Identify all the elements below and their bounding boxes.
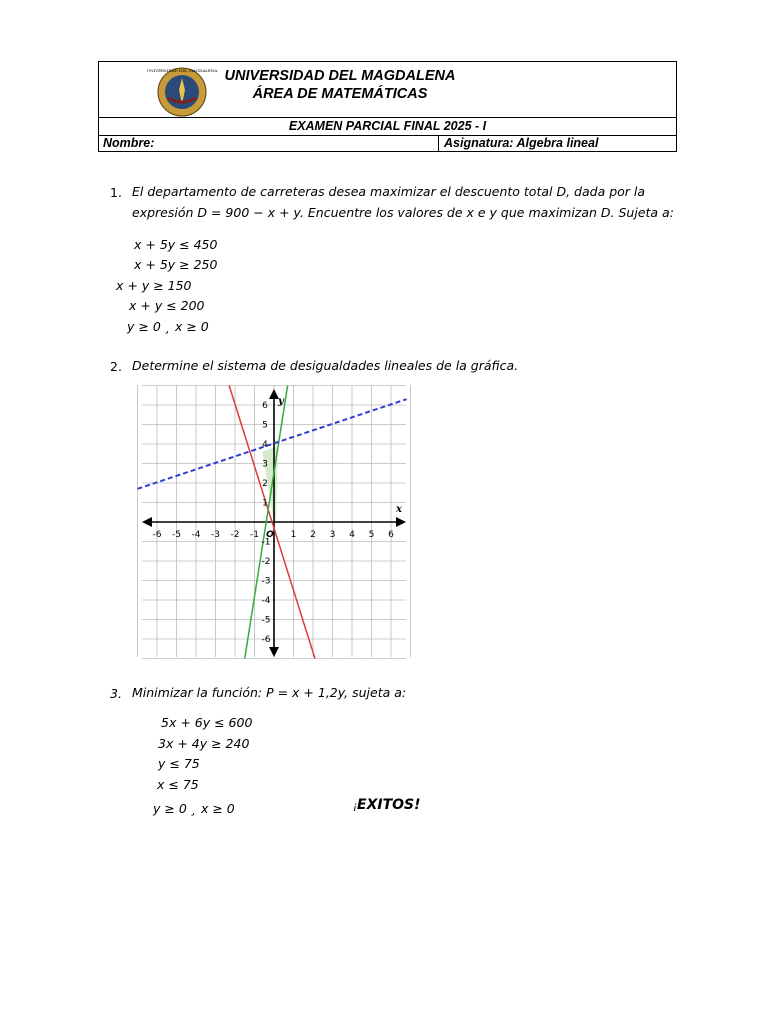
q1-number: 1. bbox=[110, 185, 122, 200]
q3-constraint: 3x + 4y ≥ 240 bbox=[158, 736, 250, 751]
x-tick-label: -6 bbox=[152, 530, 162, 540]
x-tick-label: -2 bbox=[230, 530, 240, 540]
q1-line-2: expresión D = 900 − x + y. Encuentre los valores de x e y que maximizan D. Sujeta a: bbox=[132, 205, 674, 220]
x-tick-label: -1 bbox=[250, 530, 259, 540]
department-name: ÁREA DE MATEMÁTICAS bbox=[252, 86, 428, 102]
q1-constraint: x + y ≤ 200 bbox=[129, 298, 205, 313]
university-name: UNIVERSIDAD DEL MAGDALENA bbox=[224, 68, 456, 84]
y-tick-label: -2 bbox=[261, 557, 271, 567]
x-tick-label: -3 bbox=[211, 530, 220, 540]
x-tick-label: -5 bbox=[172, 530, 181, 540]
x-axis-label: x bbox=[396, 504, 402, 515]
logo-lettering: UNIVERSIDAD DEL MAGDALENA bbox=[146, 68, 218, 73]
y-tick-label: -3 bbox=[261, 576, 271, 587]
x-tick-label: 3 bbox=[329, 530, 336, 540]
q2-text: Determine el sistema de desigualdades lineales de la gráfica. bbox=[132, 358, 519, 373]
q1-constraint: x + y ≥ 150 bbox=[116, 278, 192, 293]
y-tick-label: -4 bbox=[261, 596, 271, 606]
y-tick-label: 3 bbox=[262, 459, 268, 470]
inequality-graph bbox=[142, 385, 406, 657]
subject-label: Asignatura: Algebra lineal bbox=[444, 136, 599, 150]
x-tick-label: 6 bbox=[388, 530, 394, 540]
x-tick-label: 1 bbox=[290, 530, 297, 540]
q1-line-1: El departamento de carreteras desea maximizar el descuento total D, dada por la bbox=[132, 184, 646, 199]
y-tick-label: 5 bbox=[262, 420, 268, 431]
y-tick-label: -1 bbox=[261, 537, 271, 548]
q3-constraint: y ≤ 75 bbox=[158, 756, 200, 771]
q1-constraint: y ≥ 0 ¸ x ≥ 0 bbox=[127, 319, 209, 334]
y-axis-arrow-down bbox=[269, 647, 279, 657]
x-tick-label: O bbox=[266, 530, 274, 540]
q2-number: 2. bbox=[110, 359, 122, 374]
x-tick-label: 2 bbox=[310, 530, 316, 540]
x-axis-arrow-right bbox=[396, 517, 406, 527]
q3-number: 3. bbox=[110, 686, 122, 701]
y-tick-label: 1 bbox=[262, 498, 268, 509]
x-axis-arrow-left bbox=[142, 517, 152, 527]
y-tick-label: 6 bbox=[262, 401, 268, 411]
y-tick-label: 4 bbox=[262, 440, 268, 450]
q3-constraint: x ≤ 75 bbox=[157, 777, 199, 792]
y-tick-label: 2 bbox=[262, 479, 268, 489]
q1-constraint: x + 5y ≤ 450 bbox=[134, 237, 218, 252]
q1-constraint: x + 5y ≥ 250 bbox=[134, 257, 218, 272]
x-tick-label: -4 bbox=[191, 530, 201, 540]
student-info-row bbox=[99, 136, 676, 151]
y-axis-label: y bbox=[278, 396, 284, 407]
y-tick-label: -6 bbox=[261, 635, 271, 645]
exam-title: EXAMEN PARCIAL FINAL 2025 - I bbox=[99, 117, 676, 136]
x-tick-label: 5 bbox=[368, 530, 375, 540]
name-field-label: Nombre: bbox=[103, 136, 155, 150]
q3-constraint: 5x + 6y ≤ 600 bbox=[161, 715, 253, 730]
q3-constraint: y ≥ 0 ¸ x ≥ 0 bbox=[153, 801, 235, 816]
cell-divider bbox=[438, 136, 439, 152]
x-tick-label: 4 bbox=[349, 530, 355, 540]
closing-message: ¡EXITOS! bbox=[353, 797, 421, 813]
y-tick-label: -5 bbox=[261, 615, 271, 626]
q3-text: Minimizar la función: P = x + 1,2y, sujeta a: bbox=[132, 685, 407, 700]
